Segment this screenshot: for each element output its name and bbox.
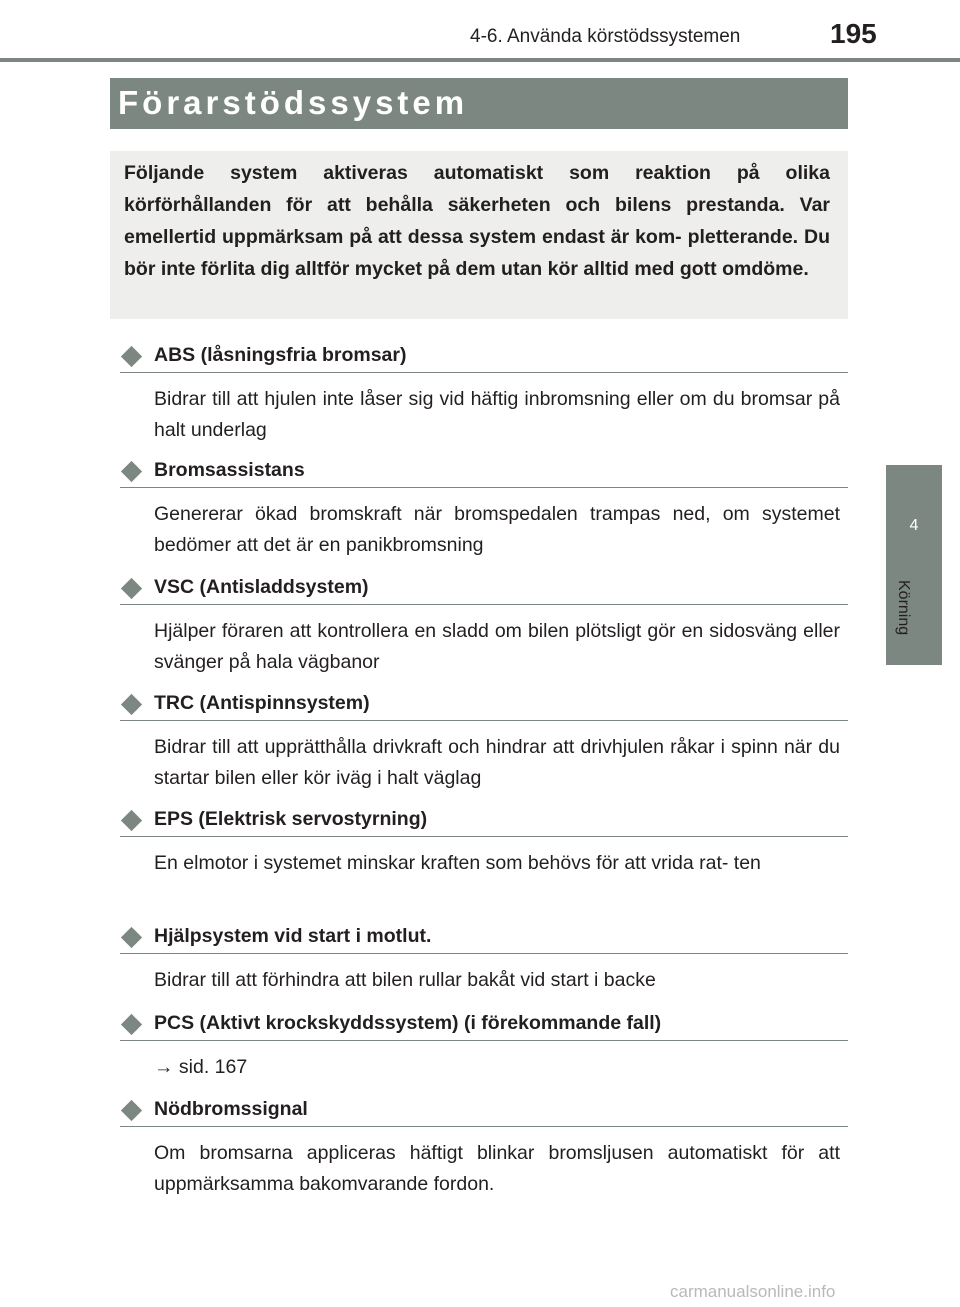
section-body: Bidrar till att upprätthålla drivkraft och hindrar att drivhjulen råkar i spinn när du startar bilen eller kör iväg i halt väglag xyxy=(154,736,840,789)
section-title: TRC (Antispinnsystem) xyxy=(154,692,370,714)
diamond-bullet-icon xyxy=(121,1014,142,1035)
section-pcs xyxy=(120,1006,848,1083)
section-body: Hjälper föraren att kontrollera en sladd om bilen plötsligt gör en sidosväng eller svänger på hala vägbanor xyxy=(154,620,840,673)
section-trc xyxy=(120,686,848,794)
intro-text: Följande system aktiveras automatiskt som reaktion på olika körförhållanden för att behålla säkerheten och bilens prestanda. Var emellertid uppmärksam på att dessa system endast är kom- pletterande. Du bör inte förlita dig alltför mycket på dem utan kör alltid med gott omdöme. xyxy=(124,162,830,280)
diamond-bullet-icon xyxy=(121,810,142,831)
section-title-bar xyxy=(110,78,848,129)
section-heading xyxy=(120,338,848,373)
section-title: EPS (Elektrisk servostyrning) xyxy=(154,808,428,830)
section-body: Genererar ökad bromskraft när bromspedalen trampas ned, om systemet bedömer att det är en panikbromsning xyxy=(154,503,840,556)
section-emergency-brake-signal xyxy=(120,1092,848,1200)
section-title: Hjälpsystem vid start i motlut. xyxy=(154,925,432,947)
diamond-bullet-icon xyxy=(121,694,142,715)
chapter-tab-label: Körning xyxy=(895,580,912,636)
section-body: En elmotor i systemet minskar kraften som behövs för att vrida rat- ten xyxy=(154,852,761,874)
diamond-bullet-icon xyxy=(121,461,142,482)
section-title: PCS (Aktivt krockskyddssystem) (i förekommande fall) xyxy=(154,1012,662,1034)
section-body: Bidrar till att hjulen inte låser sig vid häftig inbromsning eller om du bromsar på halt underlag xyxy=(154,388,840,441)
intro-box xyxy=(110,151,848,319)
section-vsc xyxy=(120,570,848,678)
section-heading xyxy=(120,453,848,488)
page-reference-link[interactable]: → sid. 167 xyxy=(154,1056,248,1078)
chapter-tab-number: 4 xyxy=(909,517,919,534)
diamond-bullet-icon xyxy=(121,346,142,367)
page-number: 195 xyxy=(830,18,877,49)
section-heading xyxy=(120,1092,848,1127)
section-heading xyxy=(120,919,848,954)
section-hill-start xyxy=(120,919,848,996)
section-body: Om bromsarna appliceras häftigt blinkar bromsljusen automatiskt för att uppmärksamma bakomvarande fordon. xyxy=(154,1142,840,1195)
section-heading xyxy=(120,570,848,605)
section-abs xyxy=(120,338,848,446)
section-title: VSC (Antisladdsystem) xyxy=(154,576,369,598)
page-title: Förarstödssystem xyxy=(118,84,469,121)
chapter-header: 4-6. Använda körstödssystemen xyxy=(470,26,741,47)
section-body: Bidrar till att förhindra att bilen rullar bakåt vid start i backe xyxy=(154,969,656,991)
section-bromsassistans xyxy=(120,453,848,561)
section-title: ABS (låsningsfria bromsar) xyxy=(154,344,407,366)
section-heading xyxy=(120,802,848,837)
diamond-bullet-icon xyxy=(121,578,142,599)
header-divider xyxy=(0,58,960,62)
section-heading xyxy=(120,686,848,721)
section-eps xyxy=(120,802,848,879)
watermark: carmanualsonline.info xyxy=(670,1282,836,1301)
diamond-bullet-icon xyxy=(121,1100,142,1121)
section-heading xyxy=(120,1006,848,1041)
section-title: Bromsassistans xyxy=(154,459,305,481)
diamond-bullet-icon xyxy=(121,927,142,948)
section-title: Nödbromssignal xyxy=(154,1098,308,1120)
